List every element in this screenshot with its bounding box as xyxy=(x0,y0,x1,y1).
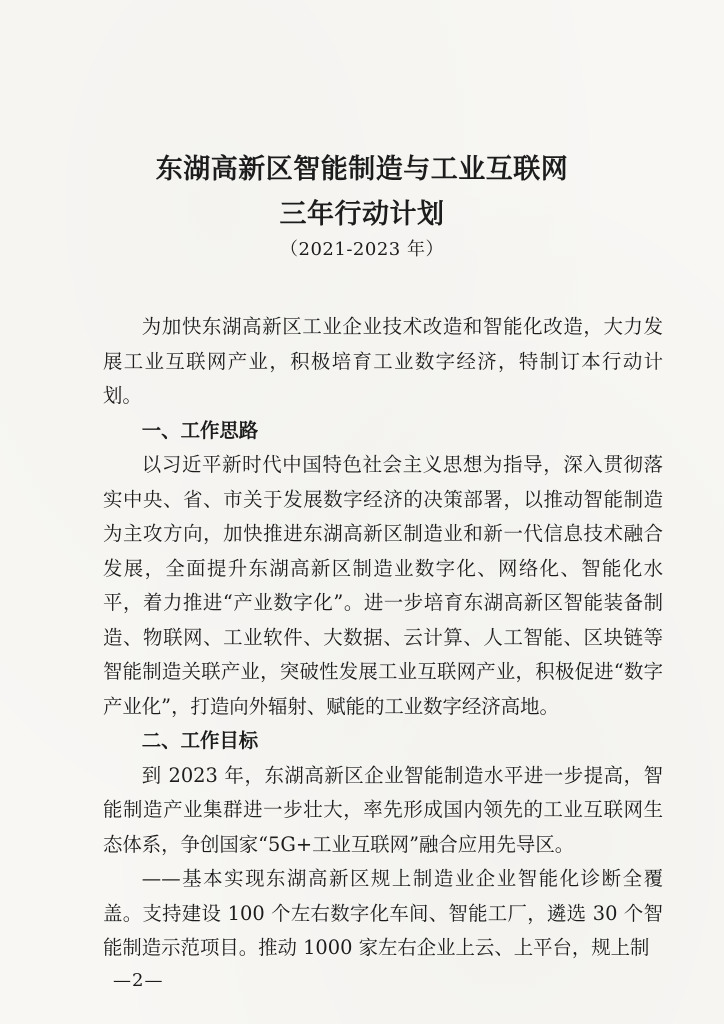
work-approach-paragraph: 以习近平新时代中国特色社会主义思想为指导，深入贯彻落实中央、省、市关于发展数字经济的决策部署，以推动智能制造为主攻方向，加快推进东湖高新区制造业和新一代信息技术融合发展，全面提升东湖高新区制造业数字化、网络化、智能化水平，着力推进“产业数字化”。进一步培育东湖高新区智能装备制造、物联网、工业软件、大数据、云计算、人工智能、区块链等智能制造关联产业，突破性发展工业互联网产业，积极促进“数字产业化”，打造向外辐射、赋能的工业数字经济高地。 xyxy=(103,453,663,718)
work-goals-bullet-paragraph: ——基本实现东湖高新区规上制造业企业智能化诊断全覆盖。支持建设 100 个左右数字化车间、智能工厂，遴选 30 个智能制造示范项目。推动 1000 家左右企业上云、上平台，规上制 xyxy=(103,867,663,959)
page-number: —2— xyxy=(113,970,164,991)
section-heading-work-goals: 二、工作目标 xyxy=(141,729,259,752)
document-years: （2021-2023 年） xyxy=(280,239,444,260)
section-heading-work-approach: 一、工作思路 xyxy=(141,418,259,442)
work-goals-paragraph: 到 2023 年，东湖高新区企业智能制造水平进一步提高，智能制造产业集群进一步壮大，率先形成国内领先的工业互联网生态体系，争创国家“5G+工业互联网”融合应用先导区。 xyxy=(103,763,663,856)
document-title-line1: 东湖高新区智能制造与工业互联网 xyxy=(155,154,569,185)
document-title-line2: 三年行动计划 xyxy=(279,199,445,230)
intro-paragraph: 为加快东湖高新区工业企业技术改造和智能化改造，大力发展工业互联网产业，积极培育工业数字经济，特制订本行动计划。 xyxy=(103,315,663,407)
document-body xyxy=(103,310,663,966)
